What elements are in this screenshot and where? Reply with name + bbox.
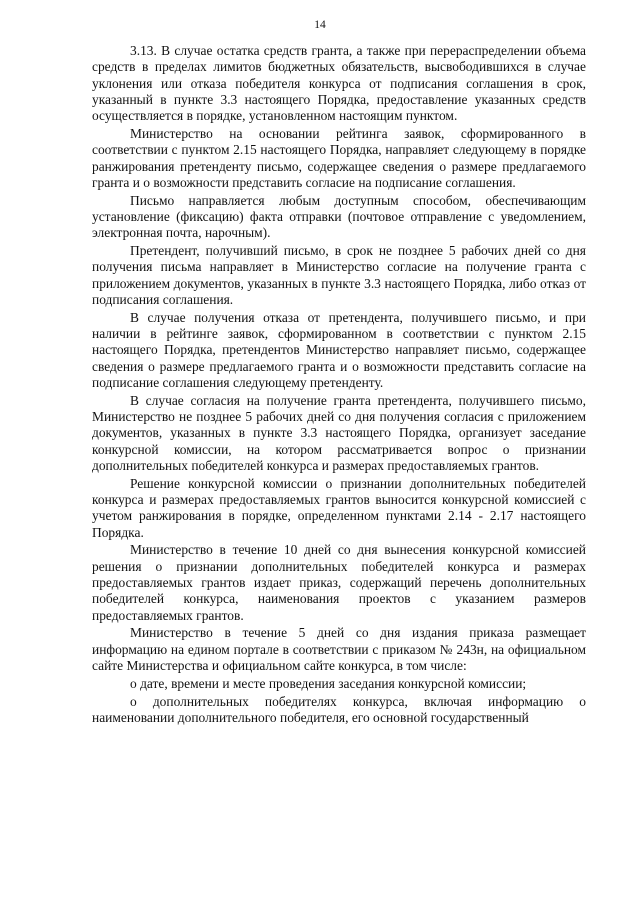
- paragraph-ministry-letter: Министерство на основании рейтинга заявок, сформированного в соответствии с пунктом 2.15 настоящего Порядка, направляет следующему в порядке ранжирования претенденту письмо, содержащее сведения о размере предлагаемого гранта и о возможности представить согласие на подписание соглашения.: [92, 125, 586, 190]
- paragraph-publication: Министерство в течение 5 дней со дня издания приказа размещает информацию на едином портале в соответствии с приказом № 243н, на официальном сайте Министерства и официальном сайте конкурса, в том числе:: [92, 625, 586, 673]
- paragraph-commission-decision: Решение конкурсной комиссии о признании дополнительных победителей конкурса и размерах предоставляемых грантов выносится конкурсной комиссией с учетом ранжирования в порядке, определенном пунктами 2.14 - 2.17 настоящего Порядка.: [92, 475, 586, 540]
- paragraph-applicant-response: Претендент, получивший письмо, в срок не позднее 5 рабочих дней со дня получения письма направляет в Министерство согласие на получение гранта с приложением документов, указанных в пункте 3.3 настоящего Порядка, либо отказ от подписания соглашения.: [92, 243, 586, 307]
- paragraph-refusal-case: В случае получения отказа от претендента, получившего письмо, и при наличии в рейтинге заявок, сформированном в соответствии с пунктом 2.15 настоящего Порядка, претендентов Министерство направляет письмо, содержащее сведения о размере предлагаемого гранта и о возможности представить согласие на подписание соглашения следующему претенденту.: [92, 309, 586, 390]
- paragraph-3-13: 3.13. В случае остатка средств гранта, а также при перераспределении объема средств в пределах лимитов бюджетных обязательств, высвободившихся в случае уклонения или отказа победителя конкурса от подписания соглашения в срок, указанный в пункте 3.3 настоящего Порядка, предоставление указанных средств осуществляется в порядке, установленном настоящим пунктом.: [92, 43, 586, 124]
- page-number: 14: [314, 19, 326, 31]
- paragraph-letter-delivery: Письмо направляется любым доступным способом, обеспечивающим установление (фиксацию) факта отправки (почтовое отправление с уведомлением, электронная почта, нарочным).: [92, 192, 586, 241]
- paragraph-consent-case: В случае согласия на получение гранта претендента, получившего письмо, Министерство не позднее 5 рабочих дней со дня получения согласия с приложением документов, указанных в пункте 3.3 настоящего Порядка, организует заседание конкурсной комиссии, на котором рассматривается вопрос о признании дополнительных победителей конкурса и размерах предоставляемых грантов.: [92, 392, 586, 473]
- paragraph-ministry-order: Министерство в течение 10 дней со дня вынесения конкурсной комиссией решения о признании дополнительных победителей конкурса и размерах предоставляемых грантов издает приказ, содержащий перечень дополнительных победителей конкурса, наименования проектов с указанием размеров предоставляемых грантов.: [92, 542, 586, 623]
- list-item-meeting-info: о дате, времени и месте проведения заседания конкурсной комиссии;: [130, 675, 527, 691]
- document-body: [92, 43, 586, 728]
- list-item-additional-winners: о дополнительных победителях конкурса, включая информацию о наименовании дополнительного победителя, его основной государственный: [92, 693, 586, 725]
